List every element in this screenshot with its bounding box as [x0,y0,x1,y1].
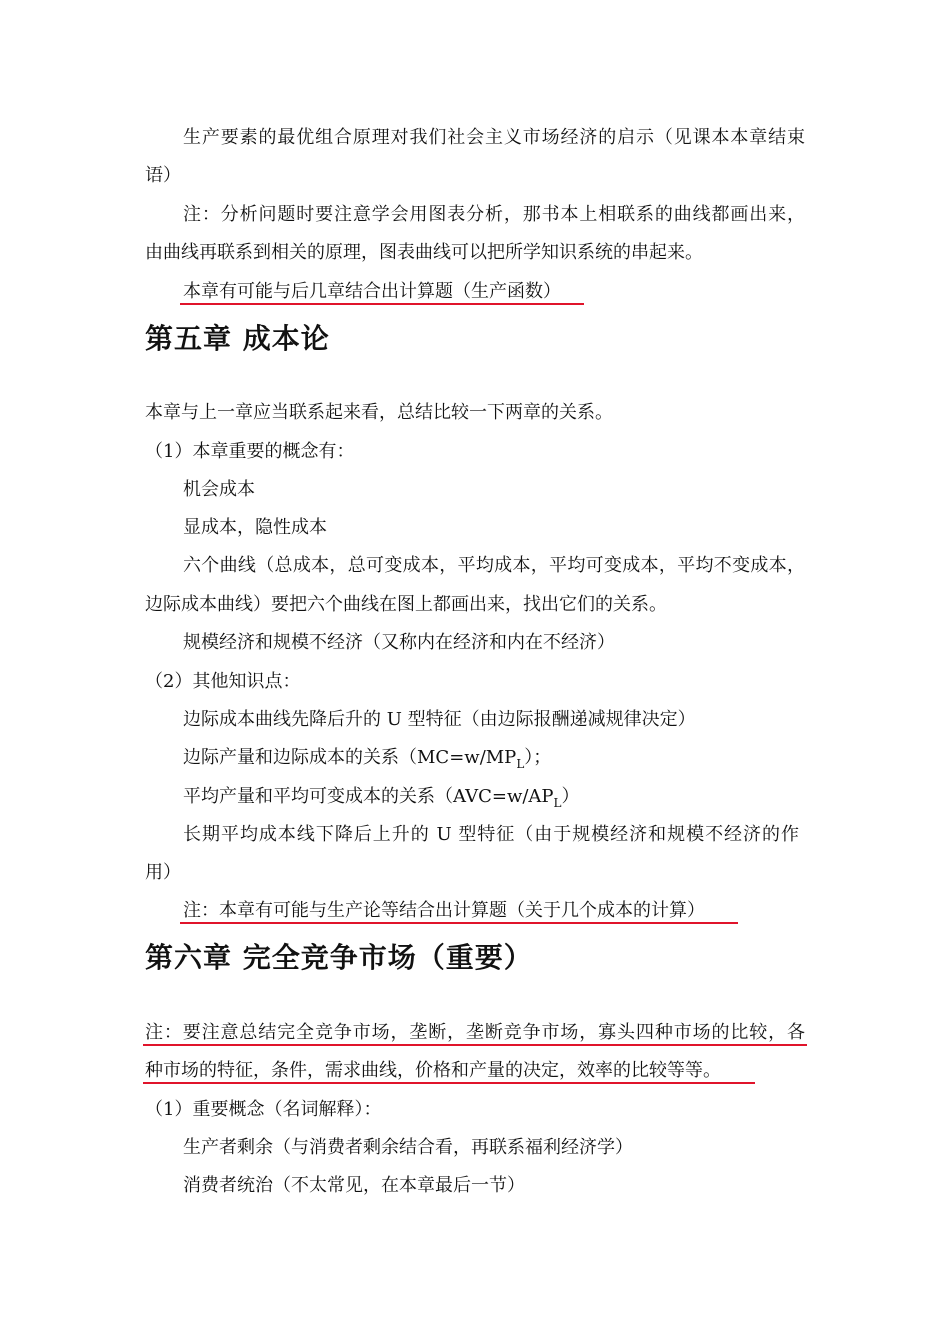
ch5-concept-item: 机会成本 [183,479,255,500]
ch4-note-line-2: 由曲线再联系到相关的原理，图表曲线可以把所学知识系统的串起来。 [145,242,703,263]
ch5-other-heading: （2）其他知识点： [145,671,301,692]
ch6-note-underline-2 [143,1082,755,1084]
ch4-calc-underline [180,303,584,305]
ch5-point-item [183,746,551,776]
formula-subscript: L [516,757,525,771]
ch5-point-item: 边际成本曲线先降后升的 U 型特征（由边际报酬递减规律决定） [183,709,696,730]
formula-text: 边际产量和边际成本的关系（MC=w/MP [183,747,517,768]
ch6-concept-item: 生产者剩余（与消费者剩余结合看，再联系福利经济学） [183,1137,633,1158]
ch6-note-line-1: 注：要注意总结完全竞争市场，垄断，垄断竞争市场，寡头四种市场的比较，各 [145,1022,805,1043]
ch4-para-line-1: 生产要素的最优组合原理对我们社会主义市场经济的启示（见课本本章结束 [183,127,805,148]
formula-text: 平均产量和平均可变成本的关系（AVC=w/AP [183,786,554,807]
ch4-para-line-2: 语） [145,165,181,186]
ch5-concept-item: 规模经济和规模不经济（又称内在经济和内在不经济） [183,632,615,653]
ch5-point-item [183,785,580,815]
ch5-concept-item: 六个曲线（总成本，总可变成本，平均成本，平均可变成本，平均不变成本， [183,555,805,576]
formula-text-end: ）； [524,747,552,768]
ch5-point-item-cont: 用） [145,862,181,883]
ch4-calc-note: 本章有可能与后几章结合出计算题（生产函数） [183,281,561,302]
ch5-concept-item-cont: 边际成本曲线）要把六个曲线在图上都画出来，找出它们的关系。 [145,594,667,615]
formula-subscript: L [553,796,562,810]
chapter6-title: 第六章 完全竞争市场（重要） [145,941,533,974]
ch5-intro: 本章与上一章应当联系起来看，总结比较一下两章的关系。 [145,402,613,423]
ch6-concepts-heading: （1）重要概念（名词解释）： [145,1099,382,1120]
ch6-note-underline-1 [143,1044,807,1046]
ch5-calc-underline [180,922,738,924]
ch5-point-item: 长期平均成本线下降后上升的 U 型特征（由于规模经济和规模不经济的作 [183,824,799,845]
ch4-note-line-1: 注：分析问题时要注意学会用图表分析，那书本上相联系的曲线都画出来， [183,204,805,225]
ch5-calc-note: 注：本章有可能与生产论等结合出计算题（关于几个成本的计算） [183,900,705,921]
formula-text-end: ） [561,786,580,807]
chapter5-title: 第五章 成本论 [145,322,330,355]
ch6-concept-item: 消费者统治（不太常见，在本章最后一节） [183,1175,525,1196]
ch6-note-line-2: 种市场的特征，条件，需求曲线，价格和产量的决定，效率的比较等等。 [145,1060,721,1081]
ch5-concepts-heading: （1）本章重要的概念有： [145,441,355,462]
ch5-concept-item: 显成本，隐性成本 [183,517,327,538]
